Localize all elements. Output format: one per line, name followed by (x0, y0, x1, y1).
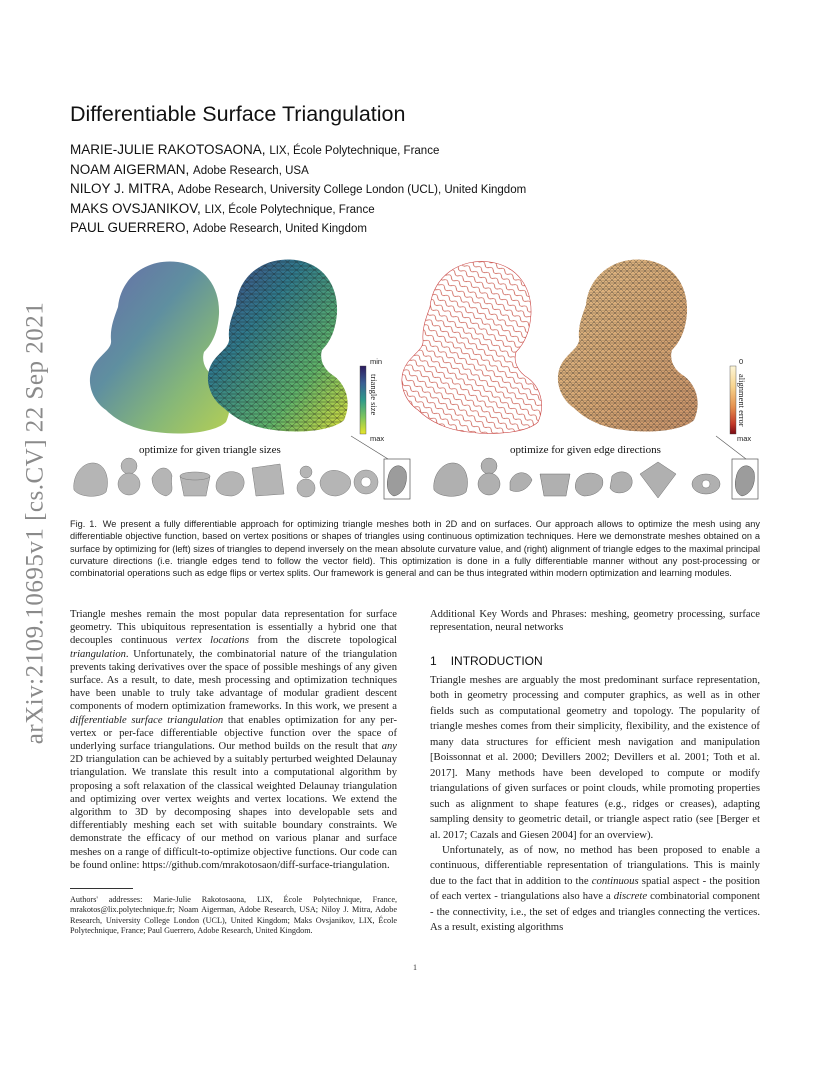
author-address-footnote: Authors' addresses: Marie-Julie Rakotosaona, LIX, École Polytechnique, France, mrakotos@lix.polytechnique.fr; Noam Aigerman, Adobe Research, USA; Niloy J. Mitra, Adobe Research, University College London (UCL), United Kingdom; Maks Ovsjanikov, LIX, École Polytechnique, France; Paul Guerrero, Adobe Research, United Kingdom. (70, 895, 397, 936)
intro-text: combinatorial component - the connectivity, i.e., the set of edges and triangles connecting the vertices. As a result, existing algorithms (430, 890, 760, 934)
gallery-shape (478, 473, 500, 495)
author-affiliation: Adobe Research, United Kingdom (193, 223, 367, 235)
gallery-shape-selected (387, 466, 406, 496)
gallery-shape (540, 474, 570, 496)
abstract-emphasis: any (381, 741, 397, 753)
gallery-shape (640, 462, 676, 498)
gallery-shape (74, 463, 108, 496)
abstract-text: . Unfortunately, the combinatorial nature of the triangulation prevents taking derivatives over the space of possible meshings of any given surface. As a result, to date, mesh processing and optimization techniques have been unable to truly take advantage of modular gradient descent components of modern optimization frameworks. In this work, we present a (70, 648, 397, 713)
gallery-shape (320, 470, 351, 496)
gallery-shape (118, 473, 140, 495)
keywords: Additional Key Words and Phrases: meshing, geometry processing, surface representation, neural networks (430, 609, 760, 634)
author-affiliation: LIX, École Polytechnique, France (204, 203, 375, 216)
head-mesh-edge-alignment (558, 259, 698, 431)
figure-caption-label: Fig. 1. (70, 519, 97, 529)
intro-paragraph: Triangle meshes are arguably the most predominant surface representation, both in geometry processing and computer graphics, as well as in other fields such as computational geometry and topology. The popularity of triangle meshes comes from their simplicity, flexibility, and the existence of many data structures for efficient mesh navigation and manipulation [Boissonnat et al. 2000; Devillers 2002; Devillers et al. 2001; Toth et al. 2017]. Many methods have been developed to compute or modify triangulations of given surfaces or point clouds, while promoting properties such as alignment to shape features (e.g., ridges or creases), adapting sampling density to geometric detail, or triangle aspect ratio (see [Berger et al. 2017; Cazals and Giesen 2004] for an overview). (430, 674, 760, 841)
figure-caption (70, 518, 760, 579)
paper-title: Differentiable Surface Triangulation (70, 102, 406, 126)
intro-text: spatial aspect - the position of each vertex - triangulations also have a (430, 874, 760, 903)
gallery-shape (216, 472, 244, 496)
gallery-shape-selected (735, 466, 754, 496)
author-affiliation: LIX, École Polytechnique, France (269, 145, 440, 157)
abstract-emphasis: differentiable surface triangulation (70, 714, 224, 726)
gallery-shape (297, 479, 315, 497)
head-edge-direction-field (402, 261, 542, 433)
teaser-figure (66, 250, 760, 506)
author-name: PAUL GUERRERO, (70, 220, 190, 235)
arxiv-identifier-text: arXiv:2109.10695v1 [cs.CV] 22 Sep 2021 (21, 301, 49, 745)
colorbar-zero-label: 0 (739, 357, 744, 366)
author-name: MARIE-JULIE RAKOTOSAONA, (70, 142, 266, 157)
gallery-shape (361, 477, 371, 487)
section-number: 1 (430, 654, 437, 668)
intro-emphasis: discrete (613, 890, 648, 903)
gallery-shape (702, 480, 710, 488)
head-mesh-triangle-size (208, 259, 348, 431)
author-line (70, 220, 526, 240)
intro-text: Unfortunately, as of now, no method has been proposed to enable a continuous, differentiable representation of triangulations. This is mainly due to the fact that in addition to the (430, 843, 760, 887)
triangle-size-colorbar (360, 357, 384, 443)
author-name: NILOY J. MITRA, (70, 181, 175, 196)
colorbar-max-label: max (370, 434, 385, 443)
author-line (70, 201, 526, 221)
introduction-body (430, 673, 760, 936)
colorbar-max-label: max (737, 434, 752, 443)
author-name: NOAM AIGERMAN, (70, 161, 190, 177)
alignment-error-colorbar (730, 357, 751, 443)
gallery-shape (180, 472, 210, 480)
abstract (70, 608, 397, 872)
gallery-shape (510, 473, 532, 492)
author-name: MAKS OVSJANIKOV, (70, 200, 201, 216)
abstract-text: 2D triangulation can be achieved by a suitably perturbed weighted Delaunay triangulation. We translate this result into a computational algorithm by proposing a soft relaxation of the classical weighted Delaunay triangulation and optimizing over vertex weights and vertex locations. We extend the algorithm to 3D by decomposing shapes into developable sets and differentiably meshing each set with suitable boundary constraints. We demonstrate the efficacy of our method on various planar and surface meshes on a range of difficult-to-optimize objective functions. Our code can be found online: https://github.com/mrakotosaon/diff-surface-triangulation. (70, 754, 397, 871)
gallery-shape (434, 463, 468, 496)
author-line (70, 142, 526, 162)
gallery-shape (300, 466, 312, 478)
head-smooth-viridis (90, 261, 230, 433)
figure-caption-text: We present a fully differentiable approach for optimizing triangle meshes both in 2D and on surfaces. Our approach allows to optimize the mesh using any differentiable objective function, based on vertex positions or shapes of triangles using continuous optimization techniques. Here we demonstrate meshes obtained on a surface by optimizing for (left) sizes of triangles to depend inversely on the mean absolute curvature value, and (right) alignment of triangle edges to the maximal principal curvature directions (i.e. triangle edges tend to follow the vector field). This optimization is done in a fully differentiable manner without any post-processing or combinatorial operations such as edge flips or vertex splits. Our framework is general and can be thus integrated within modern optimization and learning modules. (70, 519, 760, 579)
right-shape-gallery (434, 458, 720, 498)
intro-paragraph (430, 843, 760, 936)
author-line (70, 162, 526, 182)
page-number: 1 (413, 963, 417, 972)
left-panel-label: optimize for given triangle sizes (139, 444, 281, 456)
gallery-shape (610, 472, 632, 493)
abstract-text: that enables optimization for any per-vertex or per-face differentiable objective function over the space of underlying surface triangulations. Our method builds on the result that (70, 714, 397, 753)
gallery-shape (575, 473, 603, 496)
author-affiliation: Adobe Research, USA (193, 164, 309, 177)
section-heading (430, 654, 543, 668)
author-line (70, 181, 526, 201)
arxiv-identifier (10, 288, 60, 758)
gallery-shape (152, 468, 172, 496)
abstract-text: Triangle meshes remain the most popular data representation for surface geometry. This ubiquitous representation is essentially a hybrid one that decouples continuous (70, 609, 397, 647)
gallery-shape (252, 464, 284, 496)
section-title: INTRODUCTION (450, 654, 543, 668)
intro-emphasis: continuous (591, 874, 639, 887)
colorbar-axis-label: triangle size (369, 374, 379, 416)
abstract-emphasis: vertex locations (175, 635, 249, 647)
left-shape-gallery (74, 458, 378, 497)
gallery-shape (481, 458, 497, 474)
footnote-rule (70, 888, 133, 889)
right-panel-label: optimize for given edge directions (510, 444, 661, 456)
author-list (70, 142, 526, 240)
author-affiliation: Adobe Research, University College London (UCL), United Kingdom (177, 184, 527, 196)
gallery-shape (121, 458, 137, 474)
abstract-emphasis: triangulation (70, 648, 126, 660)
colorbar-axis-label: alignment error (737, 374, 747, 427)
abstract-text: from the discrete topological (248, 635, 397, 647)
colorbar-min-label: min (370, 357, 383, 366)
